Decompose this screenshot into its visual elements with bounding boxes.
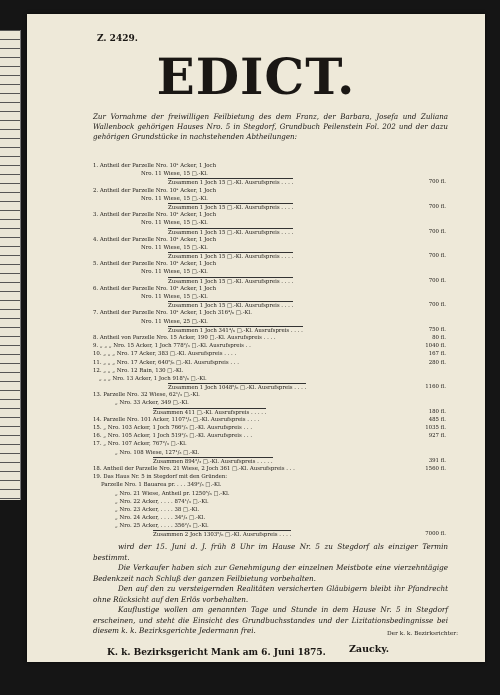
parcel-row <box>93 211 458 219</box>
parcel-description: „ Nro. 24 Acker, . . . . 34²/₃ □.-Kl. <box>115 515 206 522</box>
parcel-description: 7. Antheil der Parzelle Nro. 10ᵃ Acker, 1 Joch 316⁴/₆ □.-Kl. <box>93 310 252 317</box>
court-signature-line: K. k. Bezirksgericht Mank am 6. Juni 1875. <box>107 648 326 658</box>
parcel-description: „ Nro. 23 Acker, . . . . 38 □.-Kl. <box>115 506 200 513</box>
parcel-description: Parzelle Nro. 1 Bauarea pr. . . . 349²/₃ □.-Kl. <box>101 482 222 489</box>
parcel-description: 8. Antheil von Parzelle Nro. 15 Acker, 190 □.-Kl. Ausrufspreis . . . . <box>93 334 276 341</box>
parcel-row <box>93 498 458 506</box>
parcel-description: 11. „ „ „ Nro. 17 Acker, 640⁵/₆ □.-Kl. Ausrufspreis . . . <box>93 359 239 366</box>
parcel-description: 18. Antheil der Parzelle Nro. 21 Wiese, 2 Joch 361 □.-Kl. Ausrufspreis . . . <box>93 465 295 472</box>
parcel-row <box>93 203 458 211</box>
parcel-description: Zusammen 1 Joch 15 □.-Kl. Ausrufspreis . . . . <box>168 229 294 236</box>
parcel-row <box>93 473 458 481</box>
parcel-row <box>93 309 458 317</box>
parcel-description: Nro. 11 Wiese, 15 □.-Kl. <box>141 220 208 227</box>
parcel-price: 927 fl. <box>428 433 446 440</box>
document-number: Z. 2429. <box>97 34 138 44</box>
parcel-row <box>93 375 458 383</box>
parcel-row <box>93 424 458 432</box>
parcel-description: Zusammen 2 Joch 1303⁵/₆ □.-Kl. Ausrufspreis . . . . <box>153 532 292 539</box>
edict-document <box>27 14 485 662</box>
parcel-description: 16. „ Nro. 105 Acker, 1 Joch 519²/₃ □.-Kl. Ausrufspreis . . . <box>93 433 253 440</box>
parcel-row <box>93 285 458 293</box>
parcel-description: Zusammen 1 Joch 15 □.-Kl. Ausrufspreis . . . . <box>168 254 294 261</box>
parcel-price: 391 fl. <box>428 457 446 464</box>
parcel-row <box>93 481 458 489</box>
parcel-row <box>93 268 458 276</box>
parcel-row <box>93 236 458 244</box>
parcel-price: 700 fl. <box>428 228 446 235</box>
conditions-paragraph: Die Verkaufer haben sich zur Genehmigung der einzelnen Meistbote eine vierzehntägige Bedenkzeit nach Schluß der ganzen Feilbietung vorbehalten. <box>93 563 448 583</box>
parcel-description: 19. Das Haus Nr. 5 in Stegdorf mit den Gründen: <box>93 474 228 481</box>
parcel-price: 1160 fl. <box>425 384 446 391</box>
parcel-description: Zusammen 1 Joch 341⁴/₆ □.-Kl. Ausrufspreis . . . . <box>168 327 303 334</box>
parcel-row <box>93 318 458 326</box>
parcel-row <box>93 252 458 260</box>
parcel-description: 17. „ Nro. 107 Acker, 767²/₃ □.-Kl. <box>93 441 187 448</box>
parcel-row <box>93 432 458 440</box>
parcel-description: Nro. 11 Wiese, 15 □.-Kl. <box>141 269 208 276</box>
parcel-row <box>93 195 458 203</box>
parcel-row <box>93 465 458 473</box>
parcel-row <box>93 514 458 522</box>
parcel-price: 700 fl. <box>428 277 446 284</box>
parcel-description: Zusammen 411 □.-Kl. Ausrufspreis . . . . . <box>153 409 267 416</box>
parcel-description: Zusammen 1 Joch 15 □.-Kl. Ausrufspreis . . . . <box>168 180 294 187</box>
parcel-row <box>93 228 458 236</box>
parcel-price: 180 fl. <box>428 408 446 415</box>
parcel-description: Zusammen 1 Joch 15 □.-Kl. Ausrufspreis . . . . <box>168 278 294 285</box>
document-title: EDICT. <box>156 47 356 106</box>
parcel-row <box>93 449 458 457</box>
parcel-row <box>93 334 458 342</box>
parcel-price: 700 fl. <box>428 179 446 186</box>
parcel-description: Zusammen 1 Joch 15 □.-Kl. Ausrufspreis . . . . <box>168 303 294 310</box>
parcel-list <box>93 162 458 539</box>
parcel-description: 12. „ „ „ Nro. 12 Rain, 130 □.-Kl. <box>93 367 184 374</box>
parcel-row <box>93 530 458 538</box>
closing-text <box>93 542 448 637</box>
parcel-description: 4. Antheil der Parzelle Nro. 10ᵃ Acker, 1 Joch <box>93 236 217 243</box>
parcel-row <box>93 490 458 498</box>
parcel-row <box>93 293 458 301</box>
parcel-description: „ Nro. 25 Acker, . . . . 356²/₃ □.-Kl. <box>115 523 209 530</box>
parcel-description: Nro. 11 Wiese, 15 □.-Kl. <box>141 294 208 300</box>
parcel-row <box>93 350 458 358</box>
parcel-description: Zusammen 894²/₃ □.-Kl. Ausrufspreis . . . . . <box>153 458 273 465</box>
parcel-row <box>93 170 458 178</box>
parcel-row <box>93 457 458 465</box>
parcel-description: 1. Antheil der Parzelle Nro. 10ᵃ Acker, 1 Joch <box>93 163 217 169</box>
parcel-row <box>93 260 458 268</box>
parcel-price: 1560 fl. <box>425 465 446 472</box>
parcel-description: 3. Antheil der Parzelle Nro. 10ᵃ Acker, 1 Joch <box>93 212 217 219</box>
parcel-description: Zusammen 1 Joch 15 □.-Kl. Ausrufspreis . . . . <box>168 204 294 211</box>
parcel-row <box>93 162 458 170</box>
parcel-description: 5. Antheil der Parzelle Nro. 10ᵃ Acker, 1 Joch <box>93 261 217 268</box>
parcel-description: 15. „ Nro. 103 Acker, 1 Joch 766²/₃ □.-Kl. Ausrufspreis . . . <box>93 425 253 431</box>
parcel-row <box>93 416 458 424</box>
parcel-price: 750 fl. <box>428 326 446 333</box>
parcel-price: 700 fl. <box>428 253 446 260</box>
intro-paragraph: Zur Vornahme der freiwilligen Feilbietung des dem Franz, der Barbara, Josefa und Zuliana Wallenbock gehörigen Hauses Nro. 5 in Stegdorf, Grundbuch Peilenstein Fol. 202 und der dazu gehörigen Grundstücke in nachstehenden Abtheilungen: <box>93 112 448 141</box>
parcel-description: „ Nro. 108 Wiese, 127¹/₃ □.-Kl. <box>115 449 200 456</box>
parcel-price: 1040 fl. <box>425 343 446 350</box>
parcel-description: 9. „ „ „ Nro. 15 Acker, 1 Joch 778²/₃ □.-Kl. Ausrufspreis . . <box>93 343 251 350</box>
parcel-row <box>93 399 458 407</box>
parcel-price: 280 fl. <box>428 359 446 366</box>
parcel-row <box>93 342 458 350</box>
parcel-description: 2. Antheil der Parzelle Nro. 10ᵃ Acker, 1 Joch <box>93 187 217 194</box>
parcel-description: Nro. 11 Wiese, 15 □.-Kl. <box>141 171 208 178</box>
parcel-row <box>93 383 458 391</box>
judge-signature: Zaucky. <box>349 644 390 655</box>
parcel-description: „ Nro. 33 Acker, 349 □.-Kl. <box>115 400 189 407</box>
parcel-row <box>93 187 458 195</box>
parcel-description: Nro. 11 Wiese, 25 □.-Kl. <box>141 318 208 325</box>
parcel-row <box>93 326 458 334</box>
parcel-row <box>93 522 458 530</box>
creditors-paragraph: Den auf den zu versteigernden Realitäten versicherten Gläubigern bleibt ihr Pfandrecht ohne Rücksicht auf den Erlös vorbehalten. <box>93 584 448 604</box>
parcel-price: 7000 fl. <box>425 531 446 538</box>
parcel-row <box>93 408 458 416</box>
parcel-row <box>93 359 458 367</box>
judge-label: Der k. k. Bezirksrichter: <box>387 631 459 637</box>
parcel-row <box>93 277 458 285</box>
parcel-price: 700 fl. <box>428 203 446 210</box>
parcel-description: Zusammen 1 Joch 1048⁵/₆ □.-Kl. Ausrufspreis . . . . <box>168 385 307 392</box>
auction-date-paragraph: wird der 15. Juni d. J. früh 8 Uhr im Hause Nr. 5 zu Stegdorf als einziger Termin bestimmt. <box>93 542 448 562</box>
parcel-price: 167 fl. <box>428 351 446 358</box>
parcel-row <box>93 178 458 186</box>
parcel-row <box>93 506 458 514</box>
parcel-description: 13. Parzelle Nro. 32 Wiese, 62¹/₃ □.-Kl. <box>93 392 200 399</box>
parcel-description: „ Nro. 21 Wiese, Antheil pr. 1250⁵/₆ □.-Kl. <box>115 490 230 497</box>
parcel-description: Nro. 11 Wiese, 15 □.-Kl. <box>141 195 208 202</box>
parcel-row <box>93 367 458 375</box>
measuring-ruler <box>0 30 21 500</box>
parcel-row <box>93 244 458 252</box>
parcel-row <box>93 440 458 448</box>
parcel-price: 80 fl. <box>432 334 446 341</box>
parcel-row <box>93 301 458 309</box>
parcel-row <box>93 219 458 227</box>
parcel-description: Nro. 11 Wiese, 15 □.-Kl. <box>141 244 208 251</box>
parcel-description: „ Nro. 22 Acker, . . . . 874¹/₃ □.-Kl. <box>115 498 209 505</box>
parcel-description: 14. Parzelle Nro. 101 Acker, 1107¹/₃ □.-Kl. Ausrufspreis . . . . <box>93 416 260 423</box>
parcel-price: 1035 fl. <box>425 425 446 431</box>
parcel-description: „ „ „ Nro. 13 Acker, 1 Joch 918⁵/₆ □.-Kl. <box>99 375 207 382</box>
parcel-price: 485 fl. <box>428 416 446 423</box>
parcel-description: 10. „ „ „ Nro. 17 Acker, 383 □.-Kl. Ausrufspreis . . . . <box>93 351 237 358</box>
parcel-row <box>93 391 458 399</box>
parcel-price: 700 fl. <box>428 302 446 309</box>
bidders-paragraph: Kauflustige wollen am genannten Tage und Stunde in dem Hause Nr. 5 in Stegdorf erscheinen, und steht die Einsicht des Grundbuchsstandes und der Lizitationsbedingnisse bei diesem k. k. Bezirksgerichte Jedermann frei. <box>93 605 448 635</box>
parcel-description: 6. Antheil der Parzelle Nro. 10ᵃ Acker, 1 Joch <box>93 285 217 292</box>
